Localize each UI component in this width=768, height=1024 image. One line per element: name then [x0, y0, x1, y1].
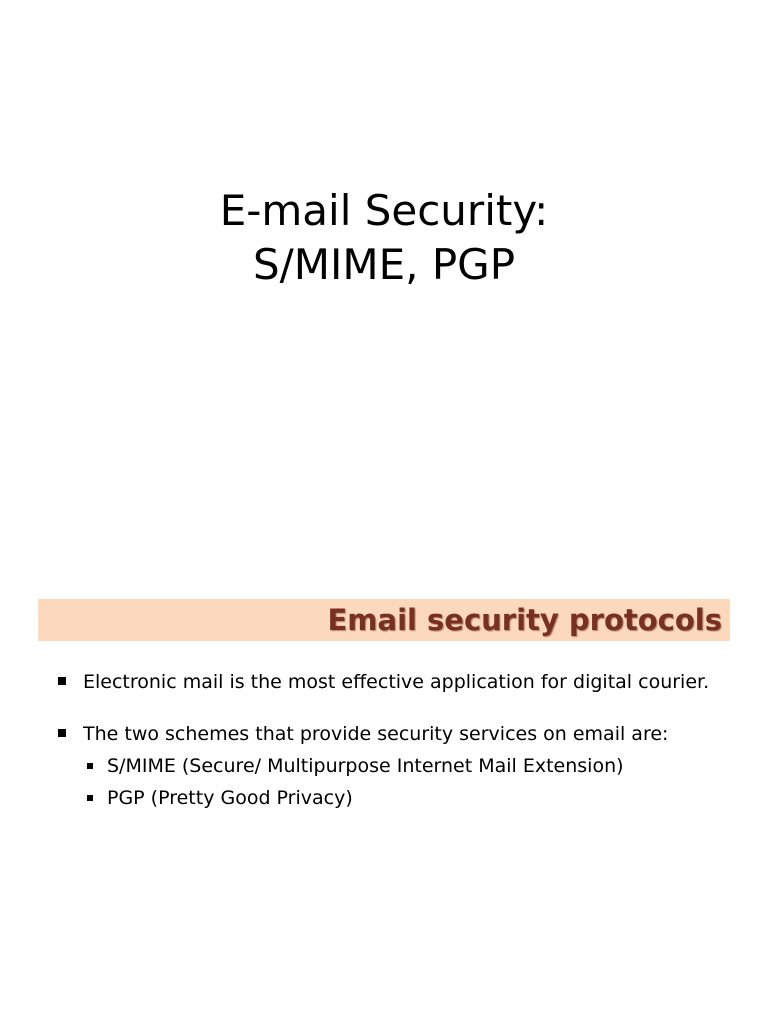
bullet-text: Electronic mail is the most effective application for digital courier. — [83, 671, 710, 693]
square-bullet-icon — [58, 729, 66, 737]
square-bullet-icon — [58, 677, 66, 685]
bullet-text: The two schemes that provide security services on email are: — [83, 723, 669, 745]
sub-item-smime — [83, 753, 736, 779]
section-heading: Email security protocols — [327, 603, 722, 637]
bullet-item-security-schemes — [56, 721, 736, 811]
section-banner — [38, 599, 730, 641]
slide-title — [0, 184, 768, 292]
sub-item-text: PGP (Pretty Good Privacy) — [107, 787, 353, 809]
small-square-bullet-icon — [87, 763, 93, 769]
slide-title-line-2: S/MIME, PGP — [252, 240, 516, 289]
bullet-list — [56, 669, 736, 837]
slide-title-line-1: E-mail Security: — [219, 186, 549, 235]
bullet-item-email-application — [56, 669, 736, 695]
sub-item-pgp — [83, 785, 736, 811]
sub-item-text: S/MIME (Secure/ Multipurpose Internet Mail Extension) — [107, 755, 624, 777]
small-square-bullet-icon — [87, 795, 93, 801]
sub-bullet-list — [83, 753, 736, 811]
